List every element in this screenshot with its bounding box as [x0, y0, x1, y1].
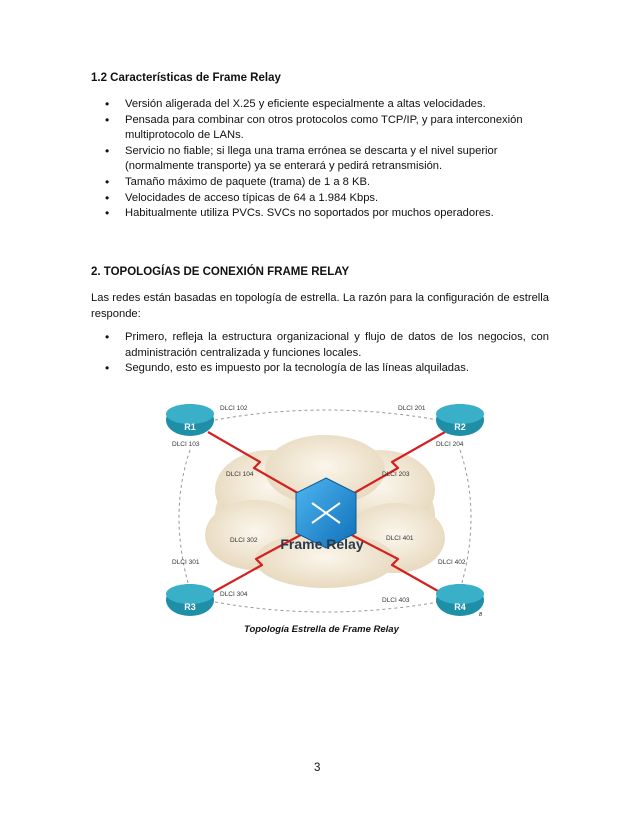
router-r2-icon — [436, 404, 484, 436]
dlci-label: DLCI 403 — [382, 597, 410, 604]
router-r3-icon — [166, 584, 214, 616]
router-label: R1 — [184, 422, 196, 432]
router-label: R4 — [454, 602, 466, 612]
footnote-marker: 8 — [479, 612, 483, 618]
dlci-label: DLCI 401 — [386, 535, 414, 542]
page-number: 3 — [314, 762, 321, 774]
list-item: • Segundo, esto es impuesto por la tecnología de las líneas alquiladas. — [91, 361, 549, 377]
section-heading: 1.2 Características de Frame Relay — [91, 72, 281, 84]
cloud-label: Frame Relay — [280, 536, 364, 552]
dlci-label: DLCI 402 — [438, 559, 466, 566]
reasons-list — [91, 330, 549, 377]
router-label: R2 — [454, 422, 466, 432]
section-heading: 2. TOPOLOGÍAS DE CONEXIÓN FRAME RELAY — [91, 266, 350, 278]
dlci-label: DLCI 302 — [230, 537, 258, 544]
dlci-label: DLCI 104 — [226, 471, 254, 478]
router-r4-icon — [436, 584, 484, 616]
dlci-label: DLCI 301 — [172, 559, 200, 566]
dlci-label: DLCI 203 — [382, 471, 410, 478]
features-list — [91, 97, 551, 222]
frame-relay-topology-diagram — [160, 390, 490, 620]
body-paragraph: Las redes están basadas en topología de estrella. La razón para la configuración de estrella responde: — [91, 292, 549, 320]
dlci-label: DLCI 102 — [220, 405, 248, 412]
dlci-label: DLCI 201 — [398, 405, 426, 412]
dlci-label: DLCI 304 — [220, 591, 248, 598]
list-item: • Habitualmente utiliza PVCs. SVCs no soportados por muchos operadores. — [91, 206, 551, 222]
list-item: • Versión aligerada del X.25 y eficiente especialmente a altas velocidades. — [91, 97, 551, 113]
dlci-label: DLCI 204 — [436, 441, 464, 448]
router-label: R3 — [184, 602, 196, 612]
router-r1-icon — [166, 404, 214, 436]
figure-caption: Topología Estrella de Frame Relay — [244, 624, 399, 635]
list-item: • Velocidades de acceso típicas de 64 a 1.984 Kbps. — [91, 191, 551, 207]
list-item: • Servicio no fiable; si llega una trama errónea se descarta y el nivel superior (normalmente transporte) ya se enterará y pedirá retransmisión. — [91, 144, 551, 175]
list-item: • Tamaño máximo de paquete (trama) de 1 a 8 KB. — [91, 175, 551, 191]
list-item: • Primero, refleja la estructura organizacional y flujo de datos de los negocios, con administración centralizada y funciones locales. — [91, 330, 549, 361]
list-item: • Pensada para combinar con otros protocolos como TCP/IP, y para interconexión multiprotocolo de LANs. — [91, 113, 551, 144]
dlci-label: DLCI 103 — [172, 441, 200, 448]
